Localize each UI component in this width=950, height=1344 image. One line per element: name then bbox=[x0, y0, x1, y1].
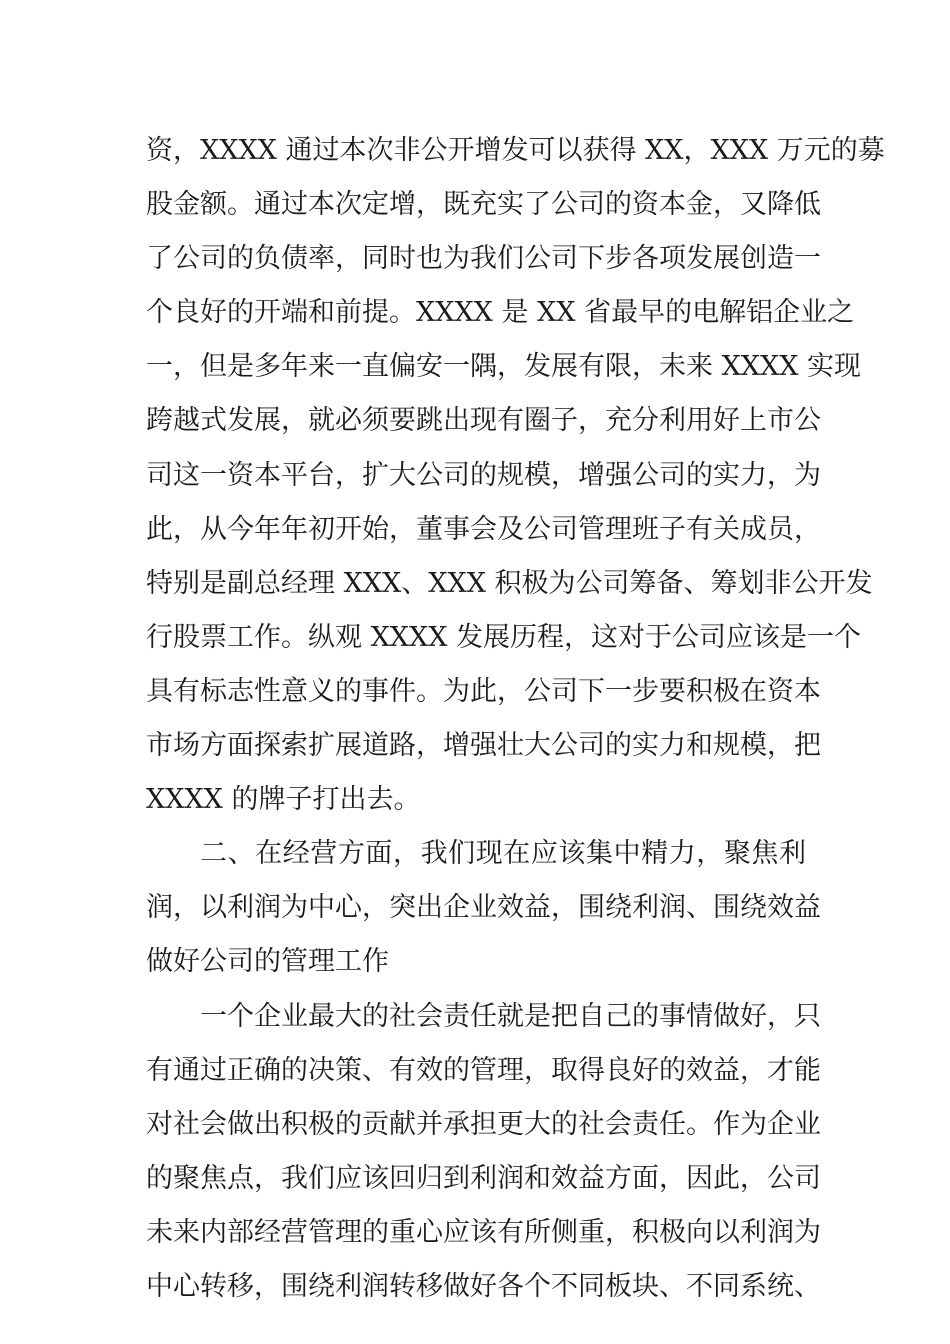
text-line: 特别是副总经理 XXX、XXX 积极为公司筹备、筹划非公开发 bbox=[146, 567, 873, 599]
text-line: 股金额。通过本次定增，既充实了公司的资本金，又降低 bbox=[146, 189, 821, 221]
text-line: 具有标志性意义的事件。为此，公司下一步要积极在资本 bbox=[146, 675, 821, 707]
text-line: 一个企业最大的社会责任就是把自己的事情做好，只 bbox=[200, 1000, 821, 1032]
text-line: 中心转移，围绕利润转移做好各个不同板块、不同系统、 bbox=[146, 1270, 821, 1302]
text-line: 一，但是多年来一直偏安一隅，发展有限，未来 XXXX 实现 bbox=[146, 351, 862, 383]
text-line: 的聚焦点，我们应该回归到利润和效益方面，因此，公司 bbox=[146, 1162, 821, 1194]
text-line: 有通过正确的决策、有效的管理，取得良好的效益，才能 bbox=[146, 1054, 821, 1086]
text-line: 资，XXXX 通过本次非公开增发可以获得 XX，XXX 万元的募 bbox=[146, 135, 885, 166]
text-line: 此，从今年年初开始，董事会及公司管理班子有关成员， bbox=[146, 513, 821, 545]
section-heading-line: 二、在经营方面，我们现在应该集中精力，聚焦利 bbox=[200, 838, 806, 870]
section-heading-line: 做好公司的管理工作 bbox=[146, 946, 389, 978]
text-line: 司这一资本平台，扩大公司的规模，增强公司的实力，为 bbox=[146, 459, 821, 491]
body-text bbox=[146, 124, 885, 1314]
text-line: 跨越式发展，就必须要跳出现有圈子，充分利用好上市公 bbox=[146, 405, 821, 437]
section-heading-line: 润，以利润为中心，突出企业效益，围绕利润、围绕效益 bbox=[146, 892, 821, 924]
text-line: 了公司的负债率，同时也为我们公司下步各项发展创造一 bbox=[146, 243, 821, 275]
text-line: 行股票工作。纵观 XXXX 发展历程，这对于公司应该是一个 bbox=[146, 621, 862, 653]
text-line: XXXX 的牌子打出去。 bbox=[146, 784, 421, 816]
text-line: 市场方面探索扩展道路，增强壮大公司的实力和规模，把 bbox=[146, 730, 821, 762]
text-line: 个良好的开端和前提。XXXX 是 XX 省最早的电解铝企业之 bbox=[146, 297, 855, 329]
text-line: 未来内部经营管理的重心应该有所侧重，积极向以利润为 bbox=[146, 1216, 821, 1248]
text-line: 对社会做出积极的贡献并承担更大的社会责任。作为企业 bbox=[146, 1108, 821, 1140]
